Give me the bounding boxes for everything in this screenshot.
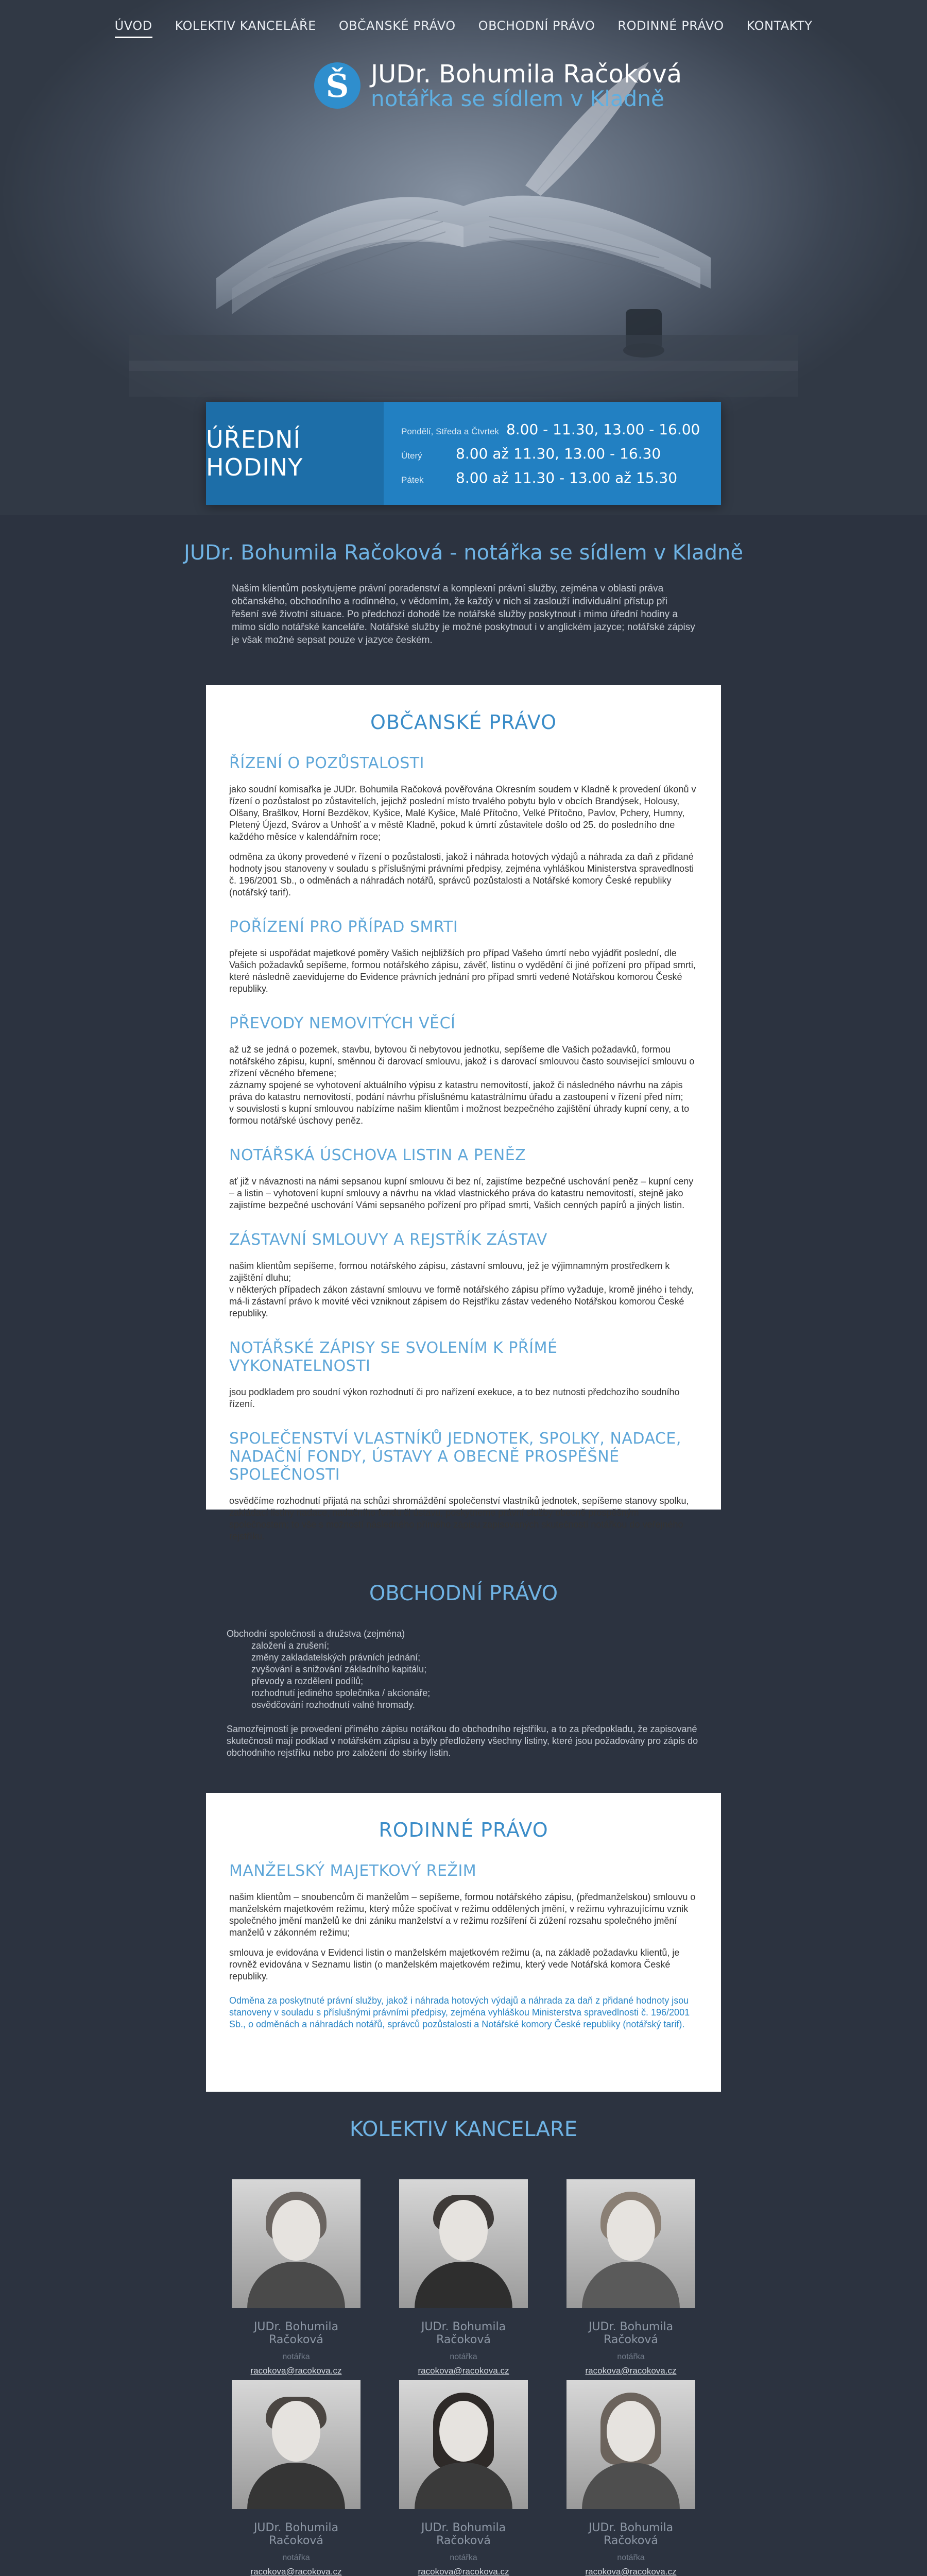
section-heading: POŘÍZENÍ PRO PŘÍPAD SMRTI	[229, 918, 458, 936]
logo-text	[371, 61, 682, 110]
logo-mark-icon: Š	[314, 62, 360, 109]
section-heading: ZÁSTAVNÍ SMLOUVY A REJSTŘÍK ZÁSTAV	[229, 1231, 547, 1249]
team-member-name: JUDr. Bohumila Račoková	[588, 2521, 674, 2547]
team-member-photo	[399, 2380, 528, 2509]
hours-days: Pátek	[401, 474, 424, 485]
section-paragraph: smlouva je evidována v Evidenci listin o manželském majetkovém režimu (a, na základě požadavku klientů, je rovněž evidována v Seznamu listin (o manželském majetkovém režimu, který vede Notářská komora České republiky.	[229, 1947, 680, 1981]
team-member-photo	[399, 2179, 528, 2308]
team-member-email[interactable]: racokova@racokova.cz	[250, 2567, 342, 2576]
section-heading: NOTÁŘSKÁ ÚSCHOVA LISTIN A PENĚZ	[229, 1146, 526, 1164]
team-member-name: JUDr. Bohumila Račoková	[253, 2320, 339, 2346]
section-paragraph: našim klientům sepíšeme, formou notářského zápisu, zástavní smlouvu, jež je výjimnamným prostředkem k zajištění dluhu; v některých případech zákon zástavní smlouvu ve formě notářského zápisu přímo vyžaduje, kromě jiného i tehdy, má-li zástavní právo k movité věci vzniknout zápisem do Rejstříku zástav vedeného Notářskou komorou České republiky.	[229, 1261, 694, 1318]
team-member-name: JUDr. Bohumila Račoková	[421, 2320, 506, 2346]
commercial-text: Samozřejmostí je provedení přímého zápisu notářkou do obchodního rejstříku, a to za předpokladu, že zapisované skutečnosti mají podklad v notářském zápisu a byly předloženy všechny listiny, které jsou požadovány pro zápis do obchodního rejstříku nebo pro založení do sbírky listin.	[227, 1724, 698, 1758]
list-item: převody a rozdělení podílů;	[251, 1676, 364, 1686]
section-paragraph: osvědčíme rozhodnutí přijatá na schůzi shromáždění společenství vlastníků jednotek, sepíšeme stanovy spolku, zakládací listiny nadace, nadačního fondu či ústavu, poskytneme právní služby obecně prospěšným společnostem; to vše s možností následného přímého zápisu zapisovaných skutečností notářkou do veřejného rejstříku.	[229, 1496, 689, 1541]
office-hours-row	[401, 421, 703, 438]
list-item: změny zakladatelských právních jednání;	[251, 1652, 421, 1663]
team-member-email[interactable]: racokova@racokova.cz	[418, 2567, 509, 2576]
section-paragraph: jako soudní komisařka je JUDr. Bohumila Račoková pověřována Okresním soudem v Kladně k provedení úkonů v řízení o pozůstalost po zůstavitelích, jejichž poslední místo trvalého pobytu bylo v obcích Brandýsek, Holousy, Olšany, Brašlkov, Horní Bezděkov, Kyšice, Malé Kyšice, Malé Přítočno, Velké Přítočno, Pavlov, Pchery, Humny, Pletený Újezd, Svárov a Unhošť a v městě Kladně, pokud k úmrtí zůstavitele došlo od 25. do posledního dne každého měsíce v kalendářním roce;	[229, 784, 696, 842]
section-paragraph: až už se jedná o pozemek, stavbu, bytovou či nebytovou jednotku, sepíšeme dle Vašich požadavků, formou notářského zápisu, kupní, směnnou či darovací smlouvu, jakož i s darovací smlouvou často související smlouvu o zřízení věcného břemene; záznamy spojené se vyhotovení aktuálního výpisu z katastru nemovitostí, jakož či následného návrhu na zápis práva do katastru nemovitostí, podání návrhu příslušnému katastrálnímu úřadu a zastoupení v řízení před ním; v souvislosti s kupní smlouvou nabízíme našim klientům i možnost bezpečného zajištění úhrady kupní ceny, a to formou notářské úschovy peněz.	[229, 1044, 695, 1126]
commercial-list-head: Obchodní společnosti a družstva (zejména)	[227, 1629, 405, 1639]
hours-time: 8.00 až 11.30 - 13.00 až 15.30	[456, 469, 678, 486]
team-member-role: notářka	[450, 2553, 477, 2562]
commercial-law-title: OBCHODNÍ PRÁVO	[369, 1582, 558, 1605]
section-heading: MANŽELSKÝ MAJETKOVÝ REŽIM	[229, 1862, 477, 1880]
team-member-photo	[566, 2179, 695, 2308]
team-member-card	[566, 2179, 695, 2376]
team-member-photo	[232, 2179, 360, 2308]
list-item: rozhodnutí jediného společníka / akcionáře;	[251, 1688, 431, 1698]
hours-time: 8.00 až 11.30, 13.00 - 16.30	[456, 445, 661, 462]
commercial-list	[227, 1628, 700, 1711]
section-heading: ŘÍZENÍ O POZŮSTALOSTI	[229, 754, 424, 772]
hours-days: Pondělí, Středa a Čtvrtek	[401, 426, 499, 436]
family-law-section	[206, 1793, 721, 2092]
team-member-name: JUDr. Bohumila Račoková	[421, 2521, 506, 2547]
team-member-card	[566, 2380, 695, 2576]
logo-subtitle: notářka se sídlem v Kladně	[371, 86, 664, 111]
fee-note: Odměna za poskytnuté právní služby, jakož i náhrada hotových výdajů a náhrada za daň z přidané hodnoty jsou stanoveny v souladu s příslušnými právními předpisy, zejména vyhláškou Ministerstva spravedlnosti č. 196/2001 Sb., o odměnách a náhradách notářů, správců pozůstalosti a Notářské komory České republiky (notářský tarif).	[229, 1995, 690, 2029]
team-member-photo	[566, 2380, 695, 2509]
nav-item-rodinne-pravo[interactable]: RODINNÉ PRÁVO	[617, 19, 724, 33]
team-member-photo	[232, 2380, 360, 2509]
nav-item-kolektiv[interactable]: KOLEKTIV KANCELÁŘE	[175, 19, 316, 33]
site-logo[interactable]	[314, 61, 682, 110]
team-member-role: notářka	[617, 2553, 645, 2562]
intro-text: Našim klientům poskytujeme právní poradenství a komplexní právní služby, zejména v oblasti práva občanského, obchodního a rodinného, v vědomím, že každý v nich si zaslouží individuální přístup při řešení své životní situace. Po předchozí dohodě lze notářské služby poskytnout i mimo úřední hodiny a mimo sídlo notářské kanceláře. Notářské služby je možné poskytnout i v anglickém jazyce; notářské zápisy je však možné sepsat pouze v jazyce českém.	[232, 583, 695, 646]
team-member-role: notářka	[282, 2352, 310, 2361]
office-hours-list	[384, 402, 721, 505]
section-paragraph: přejete si uspořádat majetkové poměry Vašich nejbližších pro případ Vašeho úmrtí nebo vyjádřit poslední, dle Vašich požadavků sepíšeme, formou notářského zápisu, závěť, listinu o vydědění či jiné pořízení pro případ smrti, které následně zaevidujeme do Evidence právních jednání pro případ smrti vedené Notářskou komorou České republiky.	[229, 948, 696, 994]
team-member-card	[232, 2179, 360, 2376]
team-section	[0, 2097, 927, 2576]
office-hours-box	[206, 402, 721, 505]
nav-item-obcanske-pravo[interactable]: OBČANSKÉ PRÁVO	[338, 19, 456, 33]
commercial-law-section	[0, 1561, 927, 1767]
team-member-name: JUDr. Bohumila Račoková	[253, 2521, 339, 2547]
section-heading: PŘEVODY NEMOVITÝCH VĚCÍ	[229, 1014, 456, 1032]
team-member-card	[232, 2380, 360, 2576]
main-navigation	[0, 0, 927, 52]
logo-title: JUDr. Bohumila Račoková	[371, 60, 682, 89]
section-paragraph: jsou podkladem pro soudní výkon rozhodnutí či pro nařízení exekuce, a to bez nutnosti předchozího soudního řízení.	[229, 1387, 680, 1409]
team-member-name: JUDr. Bohumila Račoková	[588, 2320, 674, 2346]
section-paragraph: odměna za úkony provedené v řízení o pozůstalosti, jakož i náhrada hotových výdajů a náhrada za daň z přidané hodnoty jsou stanoveny v souladu s příslušnými právními předpisy, zejména vyhláškou Ministerstva spravedlnosti č. 196/2001 Sb., o odměnách a náhradách notářů, správců pozůstalosti a Notářské komory České republiky (notářský tarif).	[229, 852, 694, 897]
team-title: KOLEKTIV KANCELARE	[349, 2117, 578, 2141]
team-member-role: notářka	[282, 2553, 310, 2562]
nav-item-uvod[interactable]: ÚVOD	[104, 10, 164, 41]
hero	[0, 0, 927, 515]
team-member-card	[399, 2179, 528, 2376]
commercial-law-body	[227, 1628, 700, 1759]
list-item: zvyšování a snižování základního kapitálu;	[251, 1664, 427, 1674]
section-paragraph: ať již v návaznosti na námi sepsanou kupní smlouvu či bez ní, zajistíme bezpečné uschování peněz – kupní ceny – a listin – vyhotovení kupní smlouvy a návrhu na vklad vlastnického práva do katastru nemovitostí, stejně jako zajistíme bezpečné uschování Vámi sepsaného pořízení pro případ smrti, Vašich cenných papírů a jiných listin.	[229, 1176, 694, 1210]
list-item: osvědčování rozhodnutí valné hromady.	[251, 1700, 415, 1710]
section-heading: SPOLEČENSTVÍ VLASTNÍKŮ JEDNOTEK, SPOLKY, NADACE, NADAČNÍ FONDY, ÚSTAVY A OBECNĚ PROSPĚŠNÉ SPOLEČNOSTI	[229, 1430, 681, 1484]
section-paragraph: našim klientům – snoubencům či manželům – sepíšeme, formou notářského zápisu, (předmanželskou) smlouvu o manželském majetkovém režimu, který může spočívat v režimu oddělených jmění, v režimu vyhrazujícímu vznik společného jmění manželů ke dni zániku manželství a v režimu rozšíření či zúžení rozsahu společného jmění manželů v zákonném režimu;	[229, 1892, 696, 1938]
team-member-role: notářka	[450, 2352, 477, 2361]
intro-title: JUDr. Bohumila Račoková - notářka se sídlem v Kladně	[184, 541, 743, 565]
nav-item-obchodni-pravo[interactable]: OBCHODNÍ PRÁVO	[478, 19, 595, 33]
team-member-role: notářka	[617, 2352, 645, 2361]
team-member-email[interactable]: racokova@racokova.cz	[418, 2366, 509, 2376]
team-member-email[interactable]: racokova@racokova.cz	[585, 2567, 677, 2576]
team-member-email[interactable]: racokova@racokova.cz	[250, 2366, 342, 2376]
office-hours-row	[401, 469, 703, 486]
family-law-title: RODINNÉ PRÁVO	[379, 1819, 548, 1841]
office-hours-row	[401, 445, 703, 462]
section-heading: NOTÁŘSKÉ ZÁPISY SE SVOLENÍM K PŘÍMÉ VYKONATELNOSTI	[229, 1339, 558, 1375]
team-member-card	[399, 2380, 528, 2576]
civil-law-section	[206, 685, 721, 1541]
team-member-email[interactable]: racokova@racokova.cz	[585, 2366, 677, 2376]
nav-item-kontakty[interactable]: KONTAKTY	[746, 19, 813, 33]
hours-time: 8.00 - 11.30, 13.00 - 16.00	[506, 420, 700, 438]
office-hours-title: ÚŘEDNÍ HODINY	[206, 402, 384, 505]
civil-law-title: OBČANSKÉ PRÁVO	[370, 711, 557, 734]
hours-days: Úterý	[401, 450, 422, 461]
list-item: založení a zrušení;	[251, 1640, 330, 1651]
